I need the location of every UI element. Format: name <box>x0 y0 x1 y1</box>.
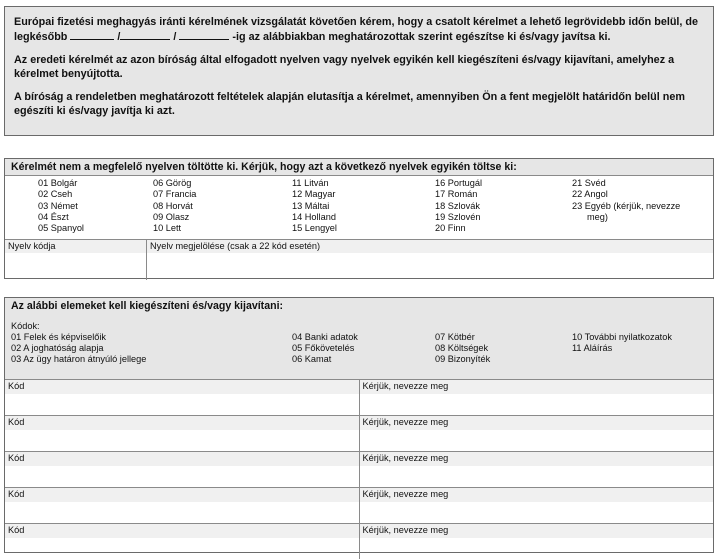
element-description-label: Kérjük, nevezze meg <box>360 488 714 502</box>
language-option: 02 Cseh <box>38 189 73 200</box>
language-option: 19 Szlovén <box>435 211 481 222</box>
deadline-month-field[interactable] <box>120 29 170 40</box>
language-option: 11 Litván <box>292 178 329 188</box>
element-code-label: Kód <box>5 416 359 430</box>
element-option: 01 Felek és képviselőik <box>11 332 106 342</box>
element-code-label: Kód <box>5 380 359 394</box>
elements-section <box>4 297 714 553</box>
element-option: 11 Aláírás <box>572 343 613 353</box>
intro-notice <box>4 6 714 136</box>
language-option: 15 Lengyel <box>292 223 337 234</box>
language-option: 14 Holland <box>292 211 336 222</box>
language-column <box>292 178 337 234</box>
element-option: 06 Kamat <box>292 354 332 364</box>
element-description-label: Kérjük, nevezze meg <box>360 380 714 394</box>
language-name-label: Nyelv megjelölése (csak a 22 kód esetén) <box>147 240 713 253</box>
deadline-day-field[interactable] <box>70 29 114 40</box>
date-separator: / <box>117 31 121 43</box>
element-code-field[interactable] <box>5 416 360 451</box>
deadline-text-end: -ig az alábbiakban meghatározottak szerint egészítse ki és/vagy javítsa ki. <box>232 31 611 43</box>
element-option: 10 További nyilatkozatok <box>572 332 672 342</box>
element-option: 04 Banki adatok <box>292 332 358 342</box>
language-paragraph: Az eredeti kérelmét az azon bíróság által elfogadott nyelven vagy nyelvek egyikén kell kiegészíteni és/vagy kijavítani, amelyhez a kérelmet benyújtotta. <box>14 54 675 80</box>
language-option: 21 Svéd <box>572 178 606 188</box>
language-option: 07 Francia <box>153 189 197 200</box>
element-option: 02 A joghatóság alapja <box>11 343 104 353</box>
deadline-text-start: Európai fizetési meghagyás iránti kérelmének vizsgálatát követően kérem, hogy a csatolt kérelmet a lehető legrövidebb időn belül, de legkésőbb <box>14 16 699 43</box>
deadline-paragraph <box>14 15 705 44</box>
language-column <box>572 178 680 223</box>
element-code-label: Kód <box>5 488 359 502</box>
element-description-label: Kérjük, nevezze meg <box>360 524 714 538</box>
element-description-label: Kérjük, nevezze meg <box>360 416 714 430</box>
element-option: 05 Főkövetelés <box>292 343 355 353</box>
language-option: 04 Észt <box>38 211 69 222</box>
element-option: 09 Bizonyíték <box>435 354 491 364</box>
codes-label: Kódok: <box>11 321 40 331</box>
element-column <box>572 332 672 354</box>
language-option: 03 Német <box>38 200 78 211</box>
language-section-header: Kérelmét nem a megfelelő nyelven töltötte ki. Kérjük, hogy azt a következő nyelvek egyikén töltse ki: <box>5 159 713 176</box>
element-description-field[interactable] <box>360 416 714 451</box>
language-column <box>153 178 196 234</box>
element-entry-row <box>5 523 713 559</box>
language-option: 13 Máltai <box>292 200 330 211</box>
elements-section-header: Az alábbi elemeket kell kiegészíteni és/vagy kijavítani: <box>5 298 713 318</box>
element-option: 03 Az ügy határon átnyúló jellege <box>11 354 147 364</box>
language-code-label: Nyelv kódja <box>5 240 146 253</box>
language-option: 20 Finn <box>435 223 466 234</box>
element-code-label: Kód <box>5 452 359 466</box>
element-code-field[interactable] <box>5 488 360 523</box>
element-option: 07 Kötbér <box>435 332 475 342</box>
language-option: 16 Portugál <box>435 178 482 188</box>
date-separator: / <box>173 31 177 43</box>
language-option: 18 Szlovák <box>435 200 480 211</box>
language-section <box>4 158 714 279</box>
language-code-field[interactable] <box>5 240 147 280</box>
element-description-field[interactable] <box>360 524 714 559</box>
element-entry-row <box>5 379 713 415</box>
language-option: 01 Bolgár <box>38 178 78 188</box>
element-code-label: Kód <box>5 524 359 538</box>
language-column <box>435 178 482 234</box>
element-description-field[interactable] <box>360 488 714 523</box>
language-option: 12 Magyar <box>292 189 336 200</box>
rejection-paragraph: A bíróság a rendeletben meghatározott feltételek alapján elutasítja a kérelmet, amennyiben Ön a fent megjelölt határidőn belül nem egészíti ki és/vagy javítja ki azt. <box>14 91 685 117</box>
element-entry-row <box>5 415 713 451</box>
language-code-list <box>5 176 713 239</box>
language-option: 22 Angol <box>572 189 608 200</box>
element-description-label: Kérjük, nevezze meg <box>360 452 714 466</box>
language-option: 06 Görög <box>153 178 192 188</box>
element-entry-row <box>5 487 713 523</box>
deadline-year-field[interactable] <box>179 29 229 40</box>
language-input-row <box>5 239 713 280</box>
language-column <box>38 178 84 234</box>
element-code-field[interactable] <box>5 524 360 559</box>
language-option: 08 Horvát <box>153 200 193 211</box>
element-column <box>11 332 146 365</box>
element-column <box>435 332 490 365</box>
element-entry-row <box>5 451 713 487</box>
element-description-field[interactable] <box>360 380 714 415</box>
language-option: 10 Lett <box>153 223 182 234</box>
element-code-field[interactable] <box>5 452 360 487</box>
language-option: 09 Olasz <box>153 211 190 222</box>
element-code-list <box>5 318 713 379</box>
element-column <box>292 332 358 365</box>
language-option: meg) <box>587 211 608 222</box>
language-name-field[interactable] <box>147 240 713 280</box>
element-description-field[interactable] <box>360 452 714 487</box>
language-option: 05 Spanyol <box>38 223 84 234</box>
language-option: 17 Román <box>435 189 478 200</box>
language-option: 23 Egyéb (kérjük, nevezze <box>572 200 681 211</box>
element-code-field[interactable] <box>5 380 360 415</box>
element-option: 08 Költségek <box>435 343 489 353</box>
